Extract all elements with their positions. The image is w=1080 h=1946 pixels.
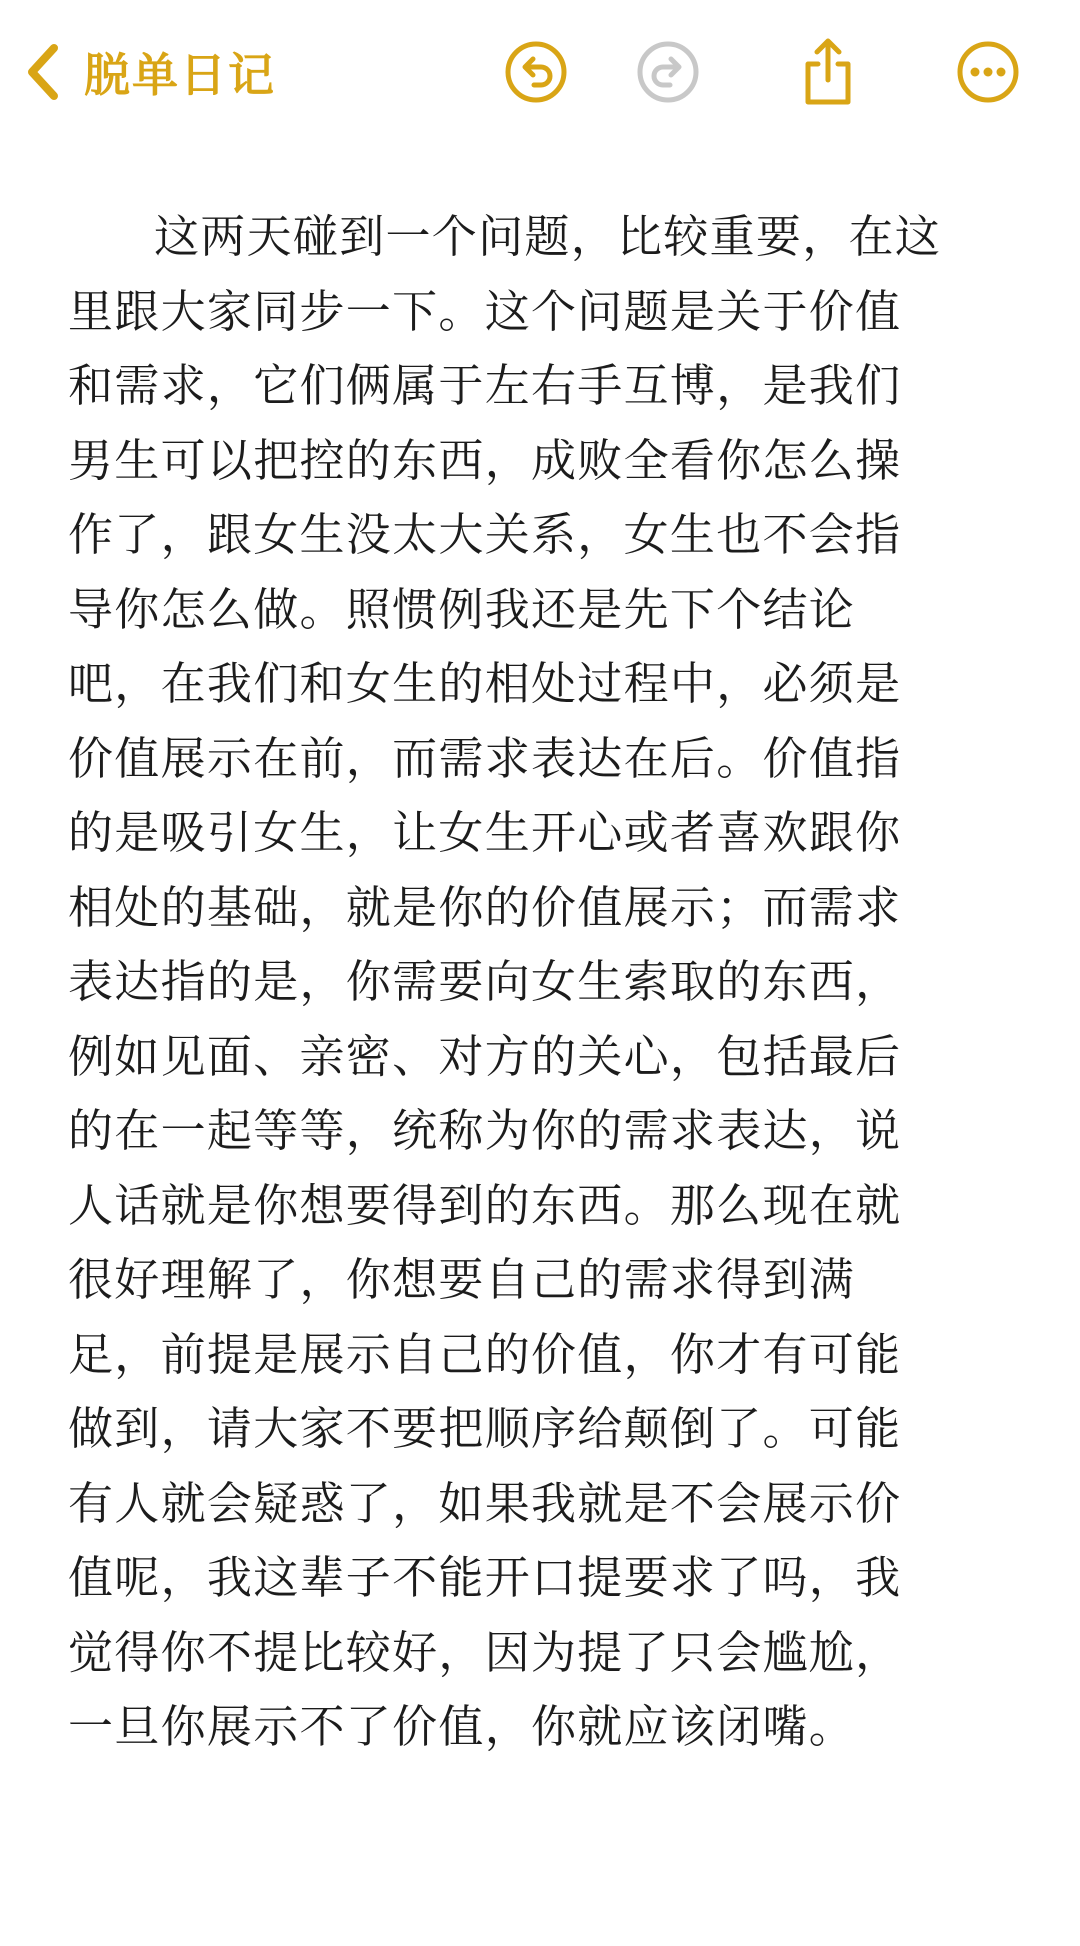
note-text-line: 足，前提是展示自己的价值，你才有可能 xyxy=(68,1327,902,1381)
more-icon xyxy=(956,40,1020,104)
note-text-line: 导你怎么做。照惯例我还是先下个结论 xyxy=(68,582,856,636)
note-text-line: 里跟大家同步一下。这个问题是关于价值 xyxy=(68,284,902,338)
note-text-line: 一旦你展示不了价值，你就应该闭嘴。 xyxy=(68,1700,856,1753)
redo-button[interactable] xyxy=(632,36,704,108)
note-text-line: 做到，请大家不要把顺序给颠倒了。可能 xyxy=(68,1402,902,1455)
note-text-line: 人话就是你想要得到的东西。那么现在就 xyxy=(68,1178,902,1232)
note-text-line: 的是吸引女生，让女生开心或者喜欢跟你 xyxy=(68,806,902,859)
note-text-line: 相处的基础，就是你的价值展示；而需求 xyxy=(68,880,902,934)
undo-button[interactable] xyxy=(500,36,572,108)
redo-icon xyxy=(636,40,700,104)
navigation-toolbar xyxy=(0,0,1080,140)
note-text-line: 这两天碰到一个问题，比较重要，在这 xyxy=(154,210,942,263)
note-text-line: 的在一起等等，统称为你的需求表达，说 xyxy=(68,1104,902,1157)
note-text-line: 和需求，它们俩属于左右手互博，是我们 xyxy=(68,359,902,412)
note-text-line: 例如见面、亲密、对方的关心，包括最后 xyxy=(68,1029,902,1083)
back-label: 脱单日记 xyxy=(84,48,276,102)
note-text-line: 表达指的是，你需要向女生索取的东西， xyxy=(68,955,902,1008)
note-body[interactable] xyxy=(68,200,1008,1765)
more-button[interactable] xyxy=(952,36,1024,108)
share-icon xyxy=(796,36,860,108)
note-text-line: 吧，在我们和女生的相处过程中，必须是 xyxy=(68,657,902,710)
note-text-line: 觉得你不提比较好，因为提了只会尴尬， xyxy=(68,1625,902,1679)
note-text-line: 有人就会疑惑了，如果我就是不会展示价 xyxy=(68,1476,902,1530)
note-text-line: 作了，跟女生没太大关系，女生也不会指 xyxy=(68,508,902,561)
back-button[interactable] xyxy=(20,36,276,108)
note-text-line: 价值展示在前，而需求表达在后。价值指 xyxy=(68,731,902,785)
note-text-line: 男生可以把控的东西，成败全看你怎么操 xyxy=(68,433,902,487)
undo-icon xyxy=(504,40,568,104)
share-button[interactable] xyxy=(792,36,864,108)
chevron-left-icon xyxy=(20,40,64,104)
note-text-line: 很好理解了，你想要自己的需求得到满 xyxy=(68,1253,856,1306)
note-text-line: 值呢，我这辈子不能开口提要求了吗，我 xyxy=(68,1551,902,1604)
